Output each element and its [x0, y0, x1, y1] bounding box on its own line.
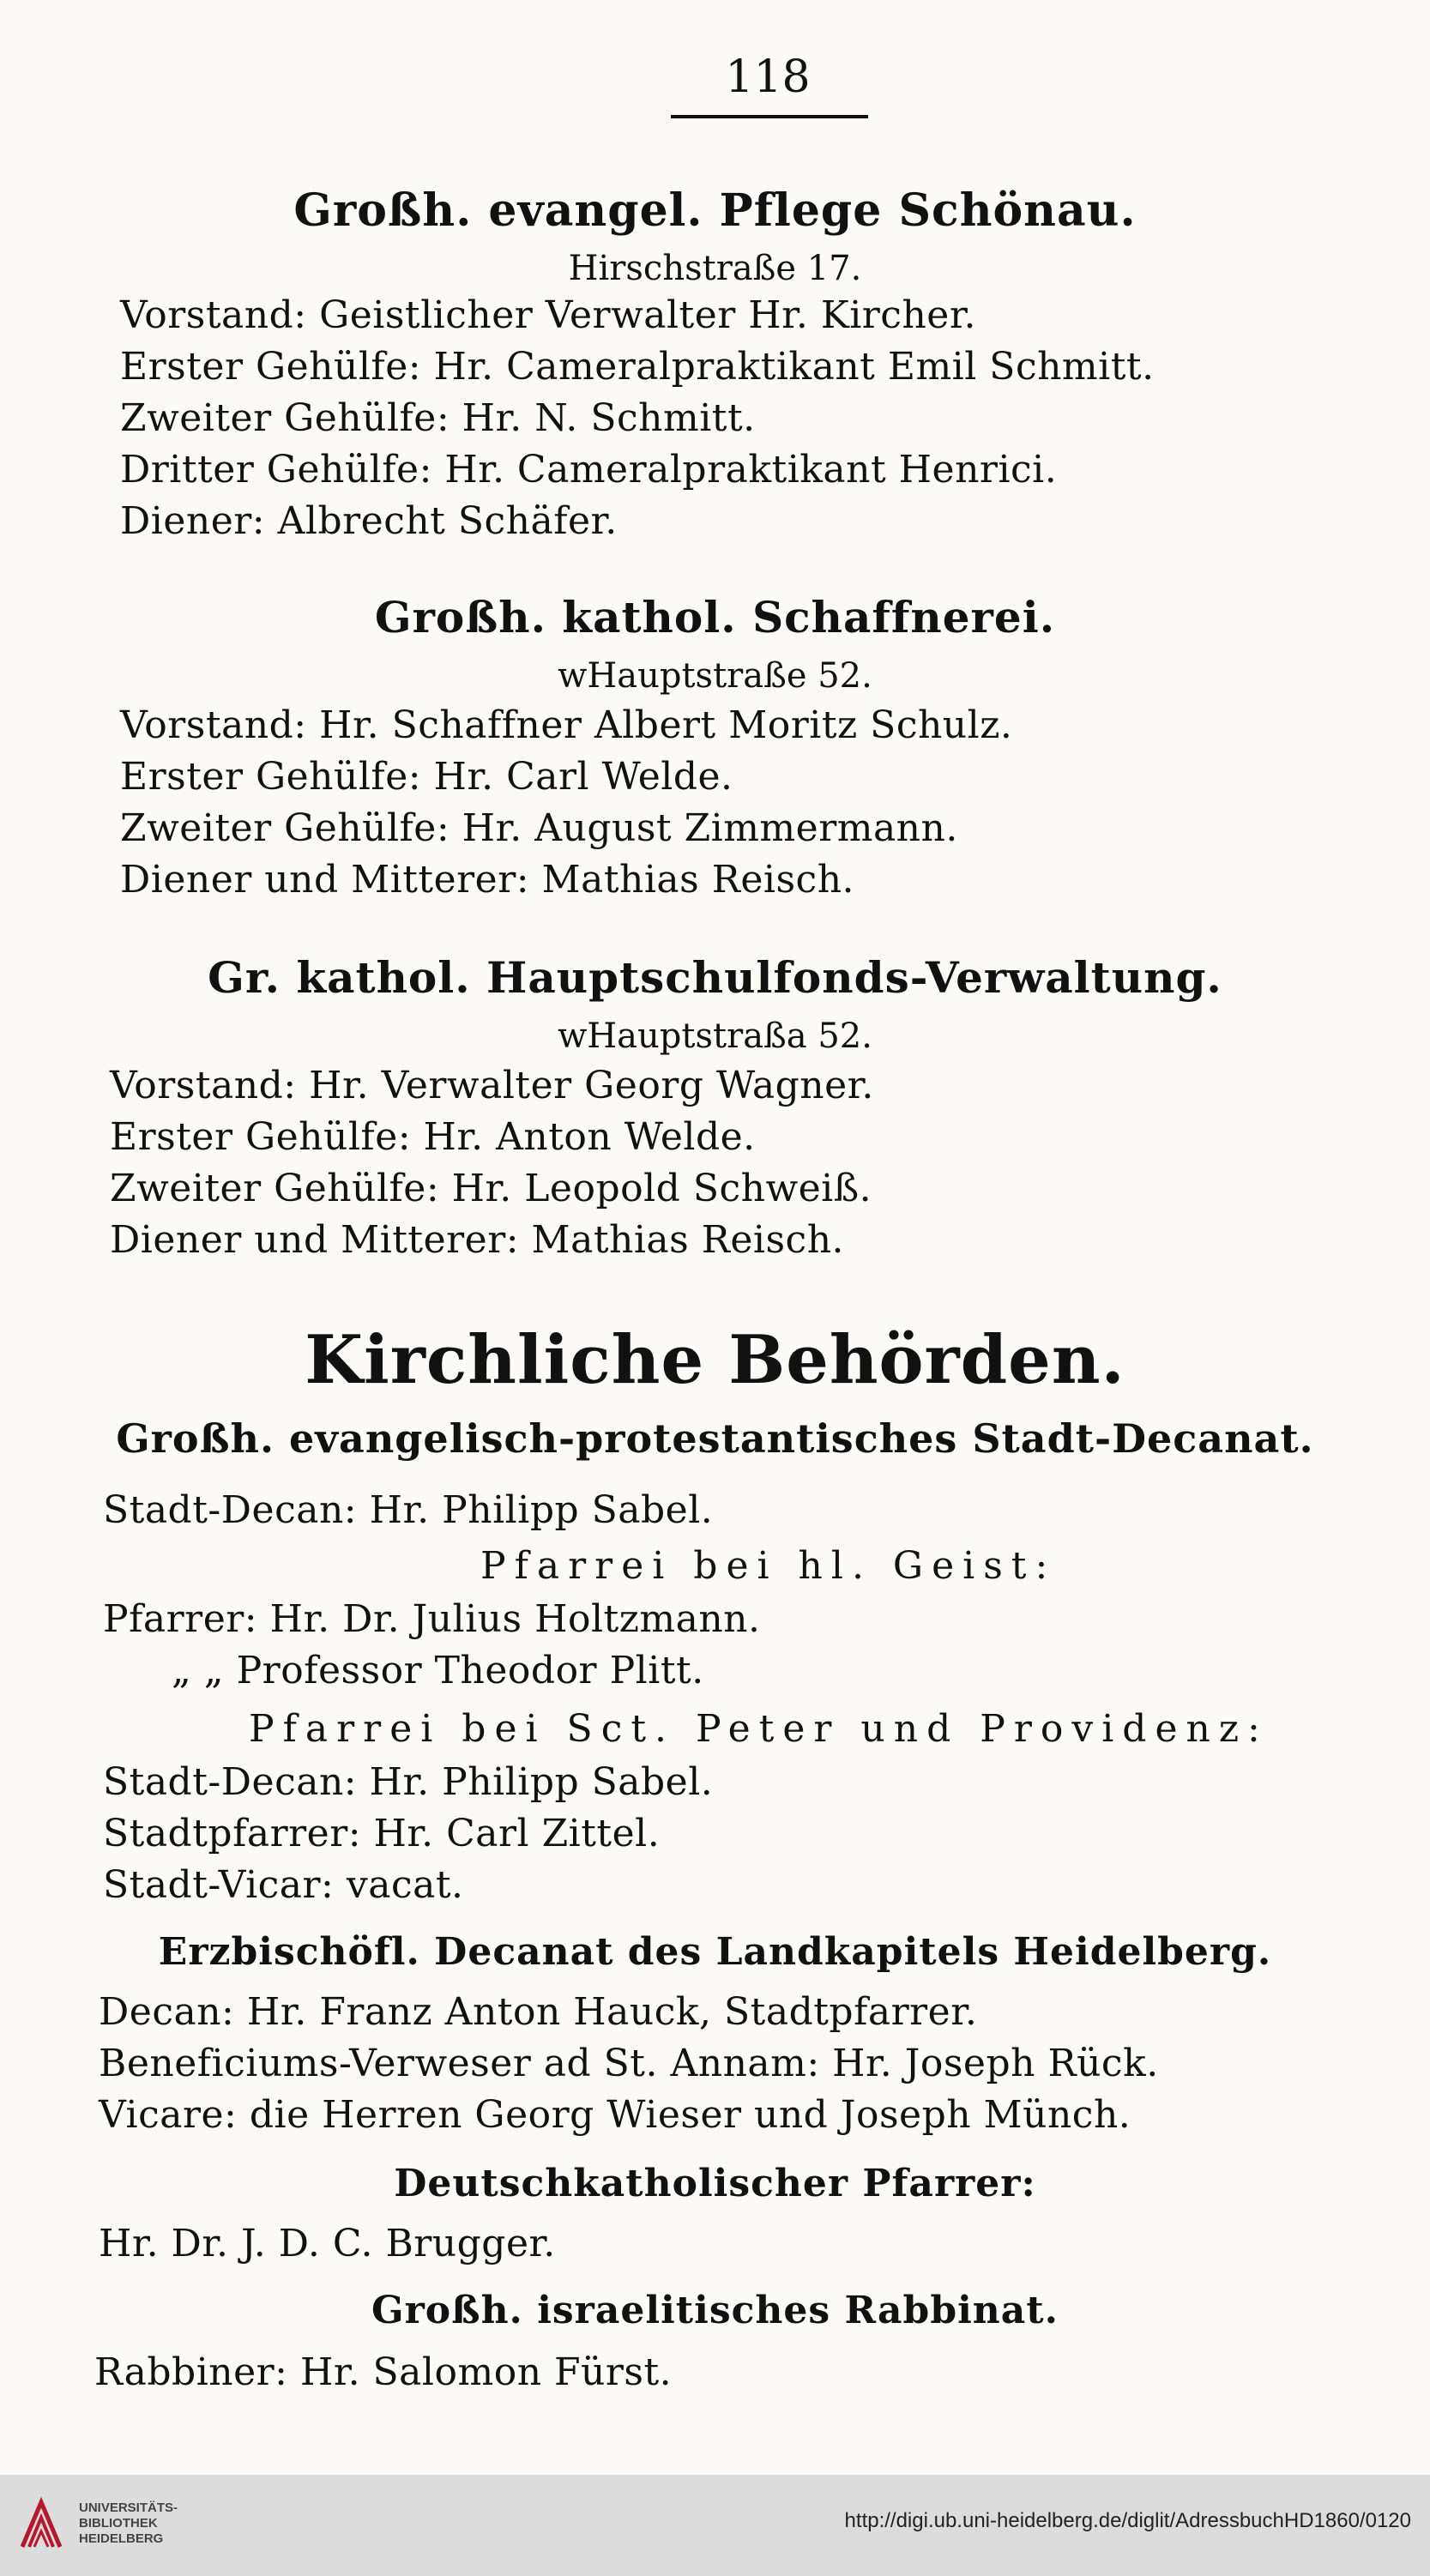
- entry-line: Hr. Dr. J. D. C. Brugger.: [99, 2222, 556, 2265]
- entry-line: Stadtpfarrer: Hr. Carl Zittel.: [103, 1812, 661, 1855]
- library-logo-icon: [15, 2494, 67, 2555]
- page-number-rule: [671, 115, 868, 118]
- entry-line: Dritter Gehülfe: Hr. Cameralpraktikant Henrici.: [120, 448, 1058, 492]
- section-title: Großh. evangel. Pflege Schönau.: [293, 184, 1137, 237]
- section-title: Gr. kathol. Hauptschulfonds-Verwaltung.: [208, 952, 1222, 1003]
- library-footer: [0, 2475, 1430, 2576]
- entry-line: Diener: Albrecht Schäfer.: [120, 499, 618, 543]
- subsection-title: Deutschkatholischer Pfarrer:: [394, 2162, 1036, 2205]
- entry-line: „ „ Professor Theodor Plitt.: [172, 1649, 704, 1692]
- parish-heading: Pfarrei bei hl. Geist:: [480, 1544, 1057, 1588]
- source-url[interactable]: http://digi.ub.uni-heidelberg.de/diglit/AdressbuchHD1860/0120: [844, 2509, 1411, 2532]
- entry-line: Stadt-Vicar: vacat.: [103, 1863, 464, 1907]
- entry-line: Vorstand: Hr. Schaffner Albert Moritz Schulz.: [120, 703, 1013, 747]
- library-logo-text: UNIVERSITÄTS- BIBLIOTHEK HEIDELBERG: [79, 2501, 178, 2546]
- entry-line: Beneficiums-Verweser ad St. Annam: Hr. Joseph Rück.: [99, 2042, 1159, 2085]
- entry-line: Erster Gehülfe: Hr. Carl Welde.: [120, 755, 733, 799]
- entry-line: Rabbiner: Hr. Salomon Fürst.: [94, 2350, 673, 2394]
- section-address: wHauptstraße 52.: [558, 656, 872, 696]
- entry-line: Decan: Hr. Franz Anton Hauck, Stadtpfarrer.: [99, 1990, 978, 2034]
- entry-line: Vicare: die Herren Georg Wieser und Joseph Münch.: [99, 2093, 1131, 2137]
- entry-line: Erster Gehülfe: Hr. Cameralpraktikant Emil Schmitt.: [120, 345, 1155, 389]
- subsection-title: Erzbischöfl. Decanat des Landkapitels Heidelberg.: [158, 1930, 1272, 1974]
- entry-line: Zweiter Gehülfe: Hr. August Zimmermann.: [120, 806, 958, 850]
- entry-line: Vorstand: Geistlicher Verwalter Hr. Kircher.: [120, 293, 977, 337]
- entry-line: Erster Gehülfe: Hr. Anton Welde.: [110, 1115, 756, 1159]
- section-address: Hirschstraße 17.: [568, 249, 862, 288]
- entry-line: Zweiter Gehülfe: Hr. Leopold Schweiß.: [110, 1167, 872, 1210]
- entry-line: Stadt-Decan: Hr. Philipp Sabel.: [103, 1760, 714, 1804]
- parish-heading: Pfarrei bei Sct. Peter und Providenz:: [249, 1707, 1269, 1751]
- entry-line: Diener und Mitterer: Mathias Reisch.: [120, 858, 855, 902]
- main-heading: Kirchliche Behörden.: [305, 1321, 1125, 1399]
- entry-line: Pfarrer: Hr. Dr. Julius Holtzmann.: [103, 1597, 761, 1641]
- entry-line: Diener und Mitterer: Mathias Reisch.: [110, 1218, 845, 1262]
- entry-line: Stadt-Decan: Hr. Philipp Sabel.: [103, 1488, 714, 1532]
- entry-line: Zweiter Gehülfe: Hr. N. Schmitt.: [120, 396, 756, 440]
- section-address: wHauptstraßa 52.: [558, 1017, 872, 1056]
- section-title: Großh. kathol. Schaffnerei.: [374, 592, 1056, 642]
- page-number: 118: [725, 51, 811, 103]
- subsection-title: Großh. evangelisch-protestantisches Stadt-Decanat.: [116, 1415, 1314, 1462]
- subsection-title: Großh. israelitisches Rabbinat.: [371, 2289, 1059, 2332]
- entry-line: Vorstand: Hr. Verwalter Georg Wagner.: [110, 1064, 874, 1107]
